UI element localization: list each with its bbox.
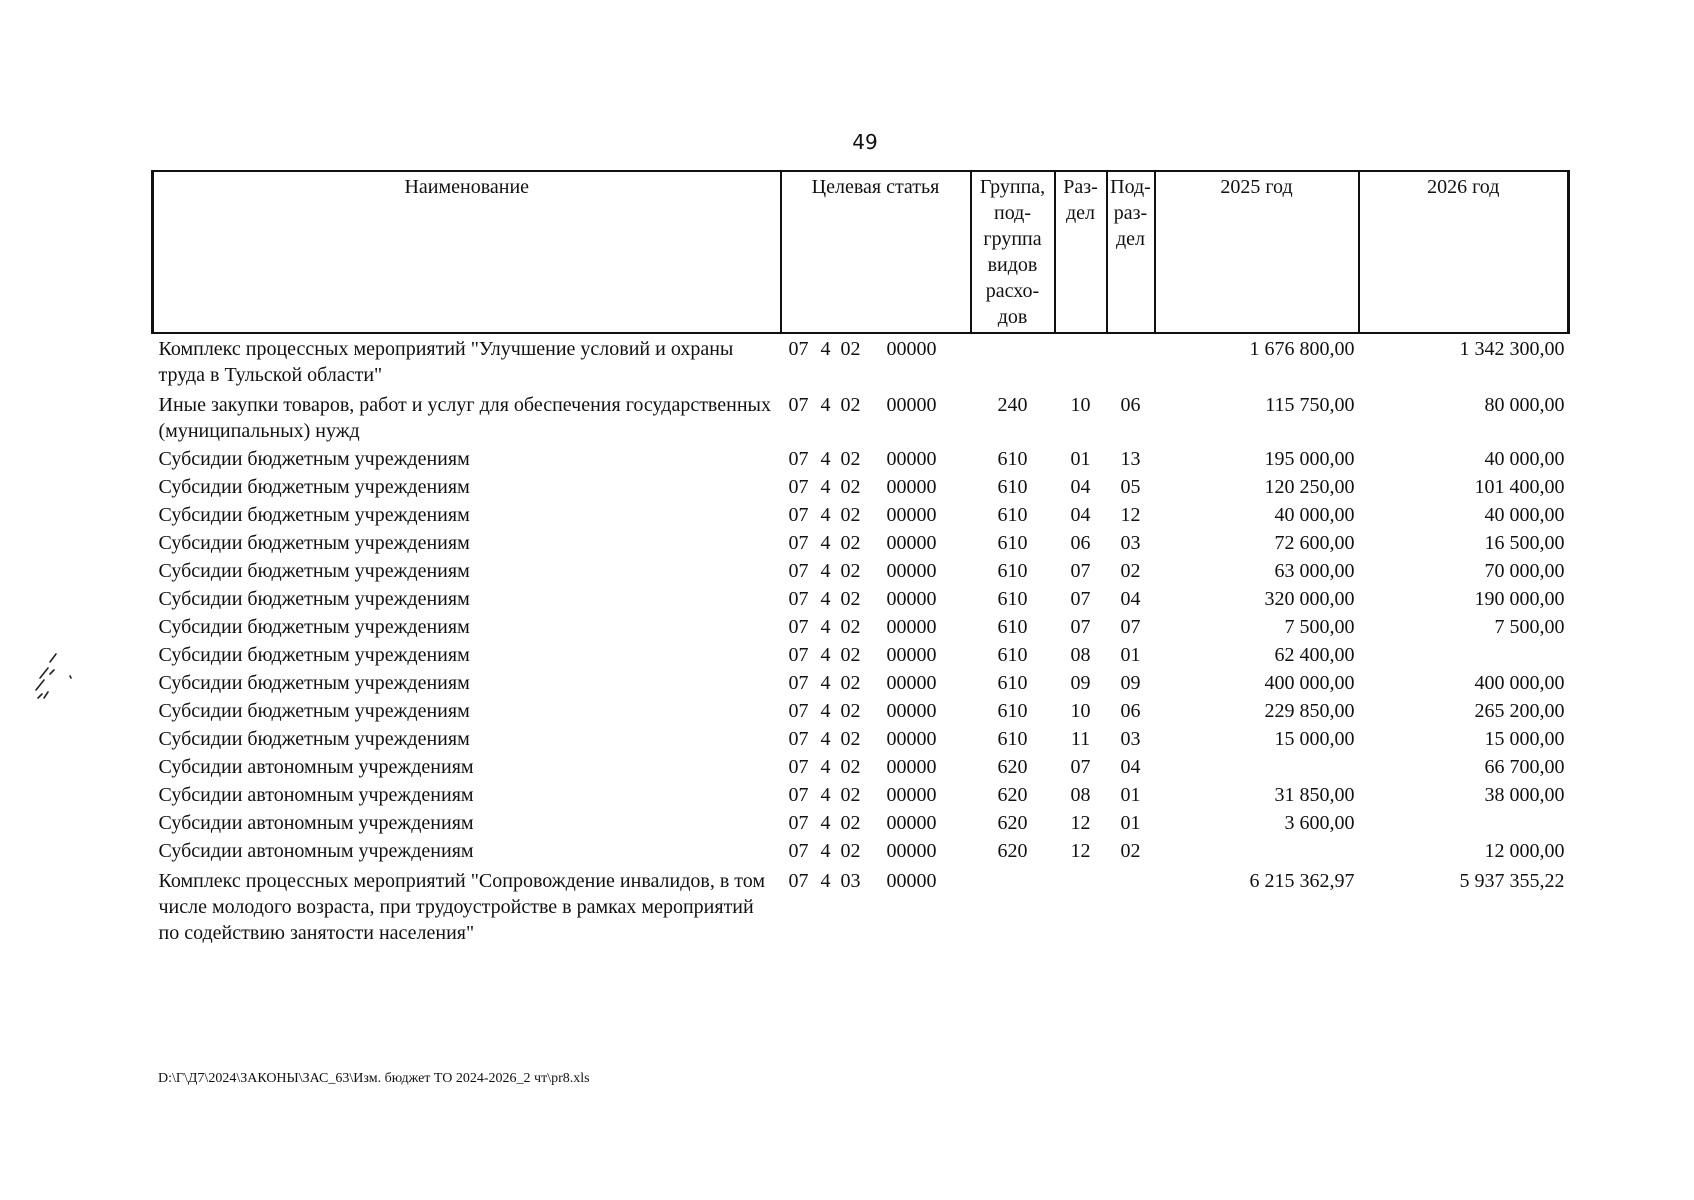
table-row xyxy=(153,586,1569,614)
target-article-part: 4 xyxy=(820,476,831,498)
target-article-part: 4 xyxy=(820,672,831,694)
row-subsection: 01 xyxy=(1120,784,1141,806)
target-article-part: 07 xyxy=(788,812,809,834)
target-article-part: 00000 xyxy=(886,672,937,694)
row-expense-group: 610 xyxy=(997,672,1028,694)
row-subsection: 09 xyxy=(1120,672,1141,694)
row-amount-2026: 15 000,00 xyxy=(1484,728,1565,750)
row-section: 01 xyxy=(1070,448,1091,470)
target-article-part: 00000 xyxy=(886,840,937,862)
row-section: 08 xyxy=(1070,784,1091,806)
target-article-part: 02 xyxy=(840,728,861,750)
row-amount-2026: 40 000,00 xyxy=(1484,504,1565,526)
row-name: Субсидии бюджетным учреждениям xyxy=(158,448,470,470)
row-section: 08 xyxy=(1070,644,1091,666)
target-article-part: 07 xyxy=(788,644,809,666)
file-path-footer: D:\Г\Д7\2024\ЗАКОНЫ\ЗАС_63\Изм. бюджет ТО 2024-2026_2 чт\pr8.xls xyxy=(158,1071,590,1086)
row-amount-2026: 12 000,00 xyxy=(1484,840,1565,862)
target-article-part: 00000 xyxy=(886,476,937,498)
row-amount-2025 xyxy=(1155,838,1359,866)
row-name: Субсидии бюджетным учреждениям xyxy=(158,588,470,610)
row-amount-2025: 31 850,00 xyxy=(1274,784,1355,806)
table-row xyxy=(153,333,1569,390)
row-target-article xyxy=(781,586,971,614)
row-subsection: 02 xyxy=(1120,560,1141,582)
header-section: Раз- дел xyxy=(1055,171,1107,333)
target-article-part: 00000 xyxy=(886,812,937,834)
table-row xyxy=(153,810,1569,838)
target-article-part: 4 xyxy=(820,394,831,416)
header-year-2025: 2025 год xyxy=(1155,171,1359,333)
row-subsection: 06 xyxy=(1120,700,1141,722)
row-amount-2025: 195 000,00 xyxy=(1264,448,1355,470)
target-article-part: 07 xyxy=(788,394,809,416)
row-expense-group: 610 xyxy=(997,476,1028,498)
row-amount-2026: 70 000,00 xyxy=(1484,560,1565,582)
row-amount-2026: 80 000,00 xyxy=(1484,394,1565,416)
target-article-part: 07 xyxy=(788,840,809,862)
row-amount-2026 xyxy=(1359,810,1569,838)
row-expense-group: 620 xyxy=(997,784,1028,806)
row-subsection: 13 xyxy=(1120,448,1141,470)
row-target-article xyxy=(781,726,971,754)
row-name: Субсидии автономным учреждениям xyxy=(158,784,474,806)
target-article-part: 00000 xyxy=(886,728,937,750)
row-amount-2025: 320 000,00 xyxy=(1264,588,1355,610)
table-row xyxy=(153,726,1569,754)
target-article-part: 07 xyxy=(788,476,809,498)
target-article-part: 07 xyxy=(788,338,809,360)
row-name: Субсидии бюджетным учреждениям xyxy=(158,644,470,666)
row-name: Субсидии бюджетным учреждениям xyxy=(158,700,470,722)
row-expense-group: 610 xyxy=(997,532,1028,554)
target-article-part: 02 xyxy=(840,394,861,416)
target-article-part: 02 xyxy=(840,504,861,526)
row-amount-2026: 5 937 355,22 xyxy=(1459,870,1565,892)
row-amount-2026: 40 000,00 xyxy=(1484,448,1565,470)
row-amount-2025: 115 750,00 xyxy=(1265,394,1355,416)
target-article-part: 02 xyxy=(840,812,861,834)
row-name: Субсидии бюджетным учреждениям xyxy=(158,728,470,750)
row-expense-group: 610 xyxy=(997,616,1028,638)
row-target-article xyxy=(781,642,971,670)
row-section: 07 xyxy=(1070,616,1091,638)
target-article-part: 07 xyxy=(788,588,809,610)
row-name: Субсидии автономным учреждениям xyxy=(158,812,474,834)
target-article-part: 02 xyxy=(840,532,861,554)
row-amount-2026: 1 342 300,00 xyxy=(1459,338,1565,360)
header-expense-group: Группа, под- группа видов расхо- дов xyxy=(971,171,1055,333)
target-article-part: 07 xyxy=(788,756,809,778)
row-target-article xyxy=(781,754,971,782)
row-expense-group: 610 xyxy=(997,700,1028,722)
row-amount-2026: 66 700,00 xyxy=(1484,756,1565,778)
row-expense-group xyxy=(971,866,1055,948)
target-article-part: 02 xyxy=(840,338,861,360)
row-amount-2025: 62 400,00 xyxy=(1274,644,1355,666)
row-amount-2026: 38 000,00 xyxy=(1484,784,1565,806)
target-article-part: 00000 xyxy=(886,700,937,722)
table-row xyxy=(153,838,1569,866)
row-amount-2026: 190 000,00 xyxy=(1474,588,1565,610)
row-amount-2026: 7 500,00 xyxy=(1494,616,1565,638)
target-article-part: 4 xyxy=(820,338,831,360)
target-article-part: 02 xyxy=(840,756,861,778)
row-name: Субсидии бюджетным учреждениям xyxy=(158,532,470,554)
table-row xyxy=(153,670,1569,698)
target-article-part: 00000 xyxy=(886,394,937,416)
row-subsection: 06 xyxy=(1120,394,1141,416)
target-article-part: 02 xyxy=(840,700,861,722)
scan-mark xyxy=(30,650,80,710)
row-expense-group: 620 xyxy=(997,840,1028,862)
row-subsection: 07 xyxy=(1120,616,1141,638)
table-row xyxy=(153,866,1569,948)
row-amount-2025: 63 000,00 xyxy=(1274,560,1355,582)
row-amount-2025: 72 600,00 xyxy=(1274,532,1355,554)
target-article-part: 4 xyxy=(820,448,831,470)
row-amount-2026 xyxy=(1359,642,1569,670)
header-year-2026: 2026 год xyxy=(1359,171,1569,333)
row-target-article xyxy=(781,782,971,810)
row-section: 09 xyxy=(1070,672,1091,694)
row-target-article xyxy=(781,614,971,642)
table-row xyxy=(153,698,1569,726)
table-body xyxy=(153,333,1569,948)
row-section: 12 xyxy=(1070,840,1091,862)
table-row xyxy=(153,642,1569,670)
row-expense-group: 620 xyxy=(997,756,1028,778)
header-target-article: Целевая статья xyxy=(781,171,971,333)
row-section: 07 xyxy=(1070,756,1091,778)
target-article-part: 00000 xyxy=(886,338,937,360)
target-article-part: 4 xyxy=(820,532,831,554)
target-article-part: 4 xyxy=(820,700,831,722)
row-name: Субсидии автономным учреждениям xyxy=(158,840,474,862)
target-article-part: 4 xyxy=(820,784,831,806)
table-row xyxy=(153,614,1569,642)
target-article-part: 4 xyxy=(820,616,831,638)
target-article-part: 00000 xyxy=(886,560,937,582)
target-article-part: 07 xyxy=(788,560,809,582)
row-name: Субсидии бюджетным учреждениям xyxy=(158,616,470,638)
row-target-article xyxy=(781,333,971,390)
row-subsection: 02 xyxy=(1120,840,1141,862)
row-expense-group: 240 xyxy=(997,394,1028,416)
row-target-article xyxy=(781,670,971,698)
target-article-part: 4 xyxy=(820,728,831,750)
target-article-part: 4 xyxy=(820,504,831,526)
row-amount-2026: 101 400,00 xyxy=(1474,476,1565,498)
row-target-article xyxy=(781,390,971,446)
row-section: 11 xyxy=(1070,728,1091,750)
target-article-part: 07 xyxy=(788,504,809,526)
target-article-part: 02 xyxy=(840,644,861,666)
row-expense-group xyxy=(971,333,1055,390)
row-section: 12 xyxy=(1070,812,1091,834)
row-target-article xyxy=(781,866,971,948)
target-article-part: 07 xyxy=(788,532,809,554)
row-subsection: 01 xyxy=(1120,812,1141,834)
target-article-part: 02 xyxy=(840,588,861,610)
row-name: Комплекс процессных мероприятий "Сопровождение инвалидов, в том числе молодого возраста, при трудоустройстве в рамках мероприятий по содействию занятости населения" xyxy=(158,870,766,944)
row-target-article xyxy=(781,810,971,838)
table-row xyxy=(153,390,1569,446)
target-article-part: 07 xyxy=(788,784,809,806)
target-article-part: 4 xyxy=(820,812,831,834)
row-amount-2025: 15 000,00 xyxy=(1274,728,1355,750)
target-article-part: 00000 xyxy=(886,870,937,892)
target-article-part: 02 xyxy=(840,840,861,862)
table-row xyxy=(153,446,1569,474)
table-row xyxy=(153,502,1569,530)
row-amount-2025: 400 000,00 xyxy=(1264,672,1355,694)
row-target-article xyxy=(781,474,971,502)
header-subsection: Под- раз- дел xyxy=(1107,171,1155,333)
row-amount-2026: 400 000,00 xyxy=(1474,672,1565,694)
row-target-article xyxy=(781,558,971,586)
row-subsection: 04 xyxy=(1120,756,1141,778)
table-row xyxy=(153,530,1569,558)
row-section: 04 xyxy=(1070,476,1091,498)
row-name: Субсидии бюджетным учреждениям xyxy=(158,560,470,582)
target-article-part: 03 xyxy=(840,870,861,892)
target-article-part: 4 xyxy=(820,870,831,892)
row-expense-group: 610 xyxy=(997,560,1028,582)
row-subsection: 03 xyxy=(1120,728,1141,750)
table-row xyxy=(153,558,1569,586)
row-target-article xyxy=(781,698,971,726)
row-target-article xyxy=(781,502,971,530)
row-subsection: 12 xyxy=(1120,504,1141,526)
row-amount-2025: 120 250,00 xyxy=(1264,476,1355,498)
target-article-part: 00000 xyxy=(886,616,937,638)
row-subsection xyxy=(1107,866,1155,948)
row-amount-2025: 6 215 362,97 xyxy=(1249,870,1355,892)
row-section: 06 xyxy=(1070,532,1091,554)
target-article-part: 02 xyxy=(840,448,861,470)
row-amount-2025: 229 850,00 xyxy=(1264,700,1355,722)
row-amount-2026: 16 500,00 xyxy=(1484,532,1565,554)
row-name: Субсидии бюджетным учреждениям xyxy=(158,476,470,498)
table-row xyxy=(153,782,1569,810)
target-article-part: 07 xyxy=(788,616,809,638)
row-name: Субсидии бюджетным учреждениям xyxy=(158,672,470,694)
row-amount-2025 xyxy=(1155,754,1359,782)
target-article-part: 4 xyxy=(820,756,831,778)
row-section: 07 xyxy=(1070,588,1091,610)
target-article-part: 00000 xyxy=(886,504,937,526)
row-section: 10 xyxy=(1070,700,1091,722)
row-name: Комплекс процессных мероприятий "Улучшение условий и охраны труда в Тульской области" xyxy=(158,338,734,386)
row-name: Субсидии автономным учреждениям xyxy=(158,756,474,778)
target-article-part: 4 xyxy=(820,644,831,666)
budget-table xyxy=(151,170,1570,948)
target-article-part: 4 xyxy=(820,840,831,862)
row-expense-group: 610 xyxy=(997,728,1028,750)
row-section: 04 xyxy=(1070,504,1091,526)
target-article-part: 00000 xyxy=(886,448,937,470)
target-article-part: 02 xyxy=(840,672,861,694)
target-article-part: 02 xyxy=(840,560,861,582)
table-row xyxy=(153,754,1569,782)
row-amount-2026: 265 200,00 xyxy=(1474,700,1565,722)
row-expense-group: 610 xyxy=(997,448,1028,470)
target-article-part: 02 xyxy=(840,784,861,806)
target-article-part: 07 xyxy=(788,700,809,722)
row-target-article xyxy=(781,530,971,558)
row-section: 07 xyxy=(1070,560,1091,582)
target-article-part: 07 xyxy=(788,870,809,892)
row-subsection: 04 xyxy=(1120,588,1141,610)
target-article-part: 00000 xyxy=(886,644,937,666)
page-number: 49 xyxy=(852,130,878,154)
row-section xyxy=(1055,333,1107,390)
target-article-part: 00000 xyxy=(886,588,937,610)
target-article-part: 00000 xyxy=(886,532,937,554)
row-expense-group: 610 xyxy=(997,504,1028,526)
row-name: Субсидии бюджетным учреждениям xyxy=(158,504,470,526)
target-article-part: 07 xyxy=(788,728,809,750)
table-row xyxy=(153,474,1569,502)
row-target-article xyxy=(781,838,971,866)
row-expense-group: 610 xyxy=(997,644,1028,666)
row-expense-group: 610 xyxy=(997,588,1028,610)
target-article-part: 4 xyxy=(820,588,831,610)
target-article-part: 07 xyxy=(788,448,809,470)
target-article-part: 02 xyxy=(840,616,861,638)
table-header xyxy=(153,171,1569,333)
target-article-part: 07 xyxy=(788,672,809,694)
row-target-article xyxy=(781,446,971,474)
row-amount-2025: 3 600,00 xyxy=(1284,812,1355,834)
target-article-part: 00000 xyxy=(886,756,937,778)
row-name: Иные закупки товаров, работ и услуг для обеспечения государственных (муниципальных) нужд xyxy=(158,394,771,442)
row-subsection: 01 xyxy=(1120,644,1141,666)
row-amount-2025: 40 000,00 xyxy=(1274,504,1355,526)
row-subsection xyxy=(1107,333,1155,390)
target-article-part: 02 xyxy=(840,476,861,498)
row-expense-group: 620 xyxy=(997,812,1028,834)
row-section xyxy=(1055,866,1107,948)
header-name: Наименование xyxy=(153,171,781,333)
target-article-part: 4 xyxy=(820,560,831,582)
target-article-part: 00000 xyxy=(886,784,937,806)
row-amount-2025: 1 676 800,00 xyxy=(1249,338,1355,360)
row-section: 10 xyxy=(1070,394,1091,416)
row-subsection: 03 xyxy=(1120,532,1141,554)
row-subsection: 05 xyxy=(1120,476,1141,498)
row-amount-2025: 7 500,00 xyxy=(1284,616,1355,638)
